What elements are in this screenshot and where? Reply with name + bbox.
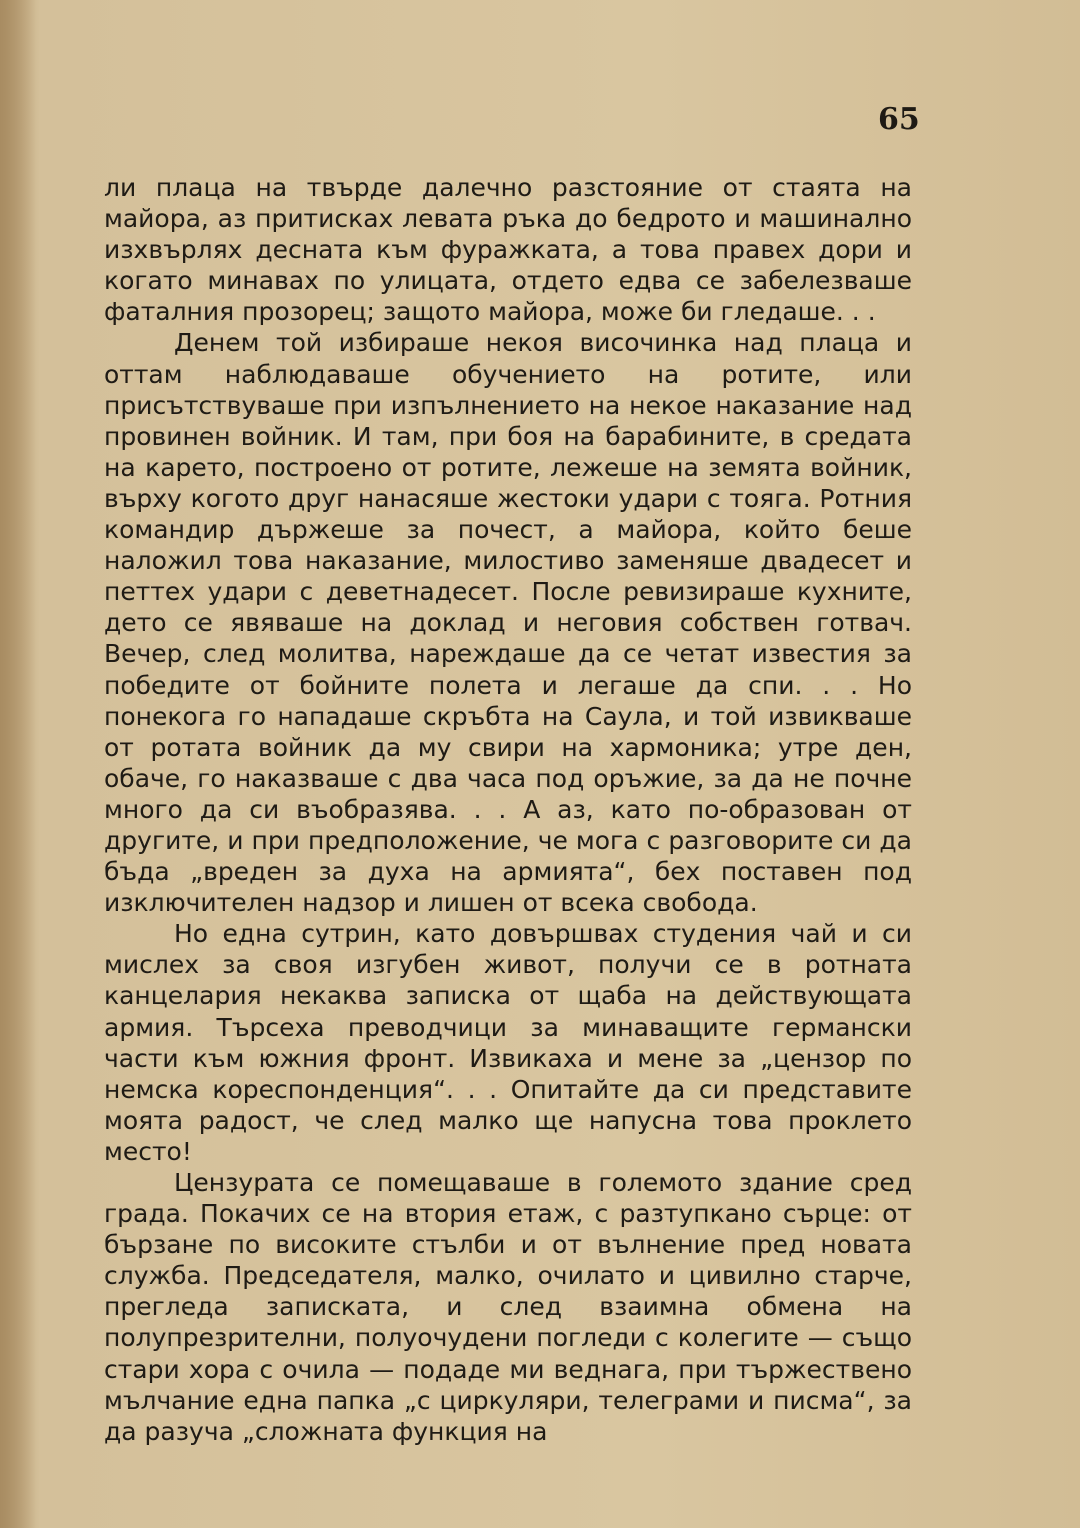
body-text xyxy=(104,172,912,1447)
page-number: 65 xyxy=(878,102,920,137)
paragraph: Цензурата се помещаваше в големото здание сред града. Покачих се на втория етаж, с разтупкано сърце: от бързане по високите стълби и от вълнение пред новата служба. Председателя, малко, очилато и цивилно старче, прегледа записката, и след взаимна обмена на полупрезрителни, полуочудени погледи с колегите — също стари хора с очила — подаде ми веднага, при тържествено мълчание една папка „с циркуляри, телеграми и писма“, за да разуча „сложната функция на xyxy=(104,1168,912,1446)
page-gutter-shadow xyxy=(0,0,36,1528)
paragraph: Денем той избираше некоя височинка над плаца и оттам наблюдаваше обучението на ротите, или присътствуваше при изпълнението на некое наказание над провинен войник. И там, при боя на барабините, в средата на карето, построено от ротите, лежеше на земята войник, върху когото друг нанасяше жестоки удари с тояга. Ротния командир държеше за почест, а майора, който беше наложил това наказание, милостиво заменяше двадесет и петтех удари с деветнадесет. После ревизираше кухните, дето се явяваше на доклад и неговия собствен готвач. Вечер, след молитва, нареждаше да се четат известия за победите от бойните полета и легаше да спи. . . Но понекога го нападаше скръбта на Саула, и той извикваше от ротата войник да му свири на хармоника; утре ден, обаче, го наказваше с два часа под оръжие, за да не почне много да си въобразява. . . А аз, като по-образован от другите, и при предположение, че мога с разговорите си да бъда „вреден за духа на армията“, бех поставен под изключителен надзор и лишен от всека свобода. xyxy=(104,328,912,918)
paragraph-continued: ли плаца на твърде далечно разстояние от стаята на майора, аз притисках левата ръка до бедрото и машинално изхвърлях десната към фуражката, а това правех дори и когато минавах по улицата, отдето едва се забелезваше фаталния прозорец; защото майора, може би гледаше. . . xyxy=(104,173,912,327)
paragraph: Но една сутрин, като довършвах студения чай и си мислех за своя изгубен живот, получи се в ротната канцелария некаква записка от щаба на действующата армия. Търсеха преводчици за минаващите германски части към южния фронт. Извикаха и мене за „цензор по немска кореспонденция“. . . Опитайте да си представите моята радост, че след малко ще напусна това проклето место! xyxy=(104,919,912,1166)
